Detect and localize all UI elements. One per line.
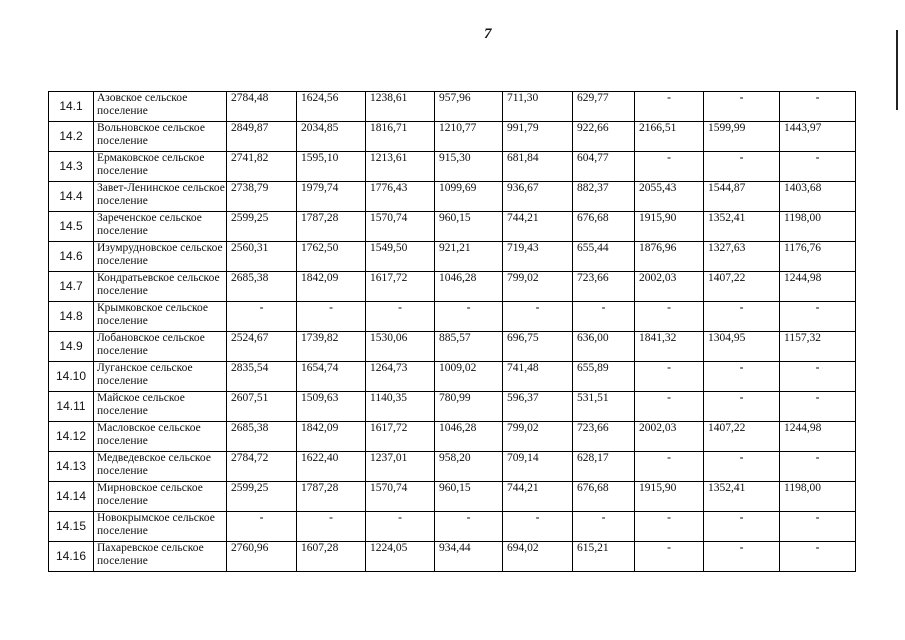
value-cell: 1624,56 (297, 92, 366, 122)
value-cell: 936,67 (503, 182, 573, 212)
value-cell: - (780, 92, 856, 122)
value-cell: 1842,09 (297, 272, 366, 302)
value-cell: 2524,67 (227, 332, 297, 362)
value-cell: - (780, 392, 856, 422)
value-cell: 615,21 (573, 542, 635, 572)
table-row (49, 512, 856, 542)
table-row (49, 482, 856, 512)
value-cell: 1595,10 (297, 152, 366, 182)
value-cell: 1157,32 (780, 332, 856, 362)
table-row (49, 422, 856, 452)
value-cell: 2560,31 (227, 242, 297, 272)
value-cell: - (227, 302, 297, 332)
row-number: 14.13 (49, 452, 94, 482)
value-cell: 1544,87 (704, 182, 780, 212)
row-number: 14.10 (49, 362, 94, 392)
value-cell: 2599,25 (227, 482, 297, 512)
value-cell: 636,00 (573, 332, 635, 362)
value-cell: 2607,51 (227, 392, 297, 422)
value-cell: 696,75 (503, 332, 573, 362)
value-cell: 885,57 (435, 332, 503, 362)
value-cell: 1762,50 (297, 242, 366, 272)
value-cell: 681,84 (503, 152, 573, 182)
settlement-name: Крымковское сельское поселение (94, 302, 227, 332)
row-number: 14.6 (49, 242, 94, 272)
value-cell: 676,68 (573, 212, 635, 242)
table-row (49, 242, 856, 272)
settlement-name: Завет-Ленинское сельское поселение (94, 182, 227, 212)
value-cell: - (635, 362, 704, 392)
table-row (49, 92, 856, 122)
value-cell: 1099,69 (435, 182, 503, 212)
value-cell: 2738,79 (227, 182, 297, 212)
value-cell: - (573, 512, 635, 542)
value-cell: 1009,02 (435, 362, 503, 392)
value-cell: 1198,00 (780, 212, 856, 242)
settlement-name: Пахаревское сельское поселение (94, 542, 227, 572)
value-cell: - (366, 302, 435, 332)
settlement-name: Лобановское сельское поселение (94, 332, 227, 362)
value-cell: - (704, 512, 780, 542)
row-number: 14.11 (49, 392, 94, 422)
value-cell: 1739,82 (297, 332, 366, 362)
settlement-name: Мирновское сельское поселение (94, 482, 227, 512)
value-cell: 744,21 (503, 212, 573, 242)
value-cell: - (435, 512, 503, 542)
value-cell: 934,44 (435, 542, 503, 572)
value-cell: 723,66 (573, 422, 635, 452)
value-cell: 1407,22 (704, 272, 780, 302)
value-cell: 2835,54 (227, 362, 297, 392)
table-row (49, 182, 856, 212)
value-cell: 2055,43 (635, 182, 704, 212)
value-cell: 694,02 (503, 542, 573, 572)
value-cell: 1776,43 (366, 182, 435, 212)
value-cell: 1244,98 (780, 422, 856, 452)
value-cell: 957,96 (435, 92, 503, 122)
table-row (49, 212, 856, 242)
value-cell: 1327,63 (704, 242, 780, 272)
value-cell: 1046,28 (435, 272, 503, 302)
value-cell: 1403,68 (780, 182, 856, 212)
row-number: 14.14 (49, 482, 94, 512)
value-cell: 655,44 (573, 242, 635, 272)
value-cell: 596,37 (503, 392, 573, 422)
value-cell: 1915,90 (635, 212, 704, 242)
value-cell: 1570,74 (366, 482, 435, 512)
value-cell: 1213,61 (366, 152, 435, 182)
value-cell: 709,14 (503, 452, 573, 482)
value-cell: - (635, 452, 704, 482)
table-row (49, 302, 856, 332)
row-number: 14.15 (49, 512, 94, 542)
table-row (49, 452, 856, 482)
value-cell: 655,89 (573, 362, 635, 392)
value-cell: 1509,63 (297, 392, 366, 422)
value-cell: 1238,61 (366, 92, 435, 122)
row-number: 14.7 (49, 272, 94, 302)
value-cell: 2784,72 (227, 452, 297, 482)
table-row (49, 392, 856, 422)
value-cell: 741,48 (503, 362, 573, 392)
row-number: 14.4 (49, 182, 94, 212)
value-cell: - (635, 512, 704, 542)
value-cell: 958,20 (435, 452, 503, 482)
row-number: 14.9 (49, 332, 94, 362)
row-number: 14.2 (49, 122, 94, 152)
value-cell: - (635, 542, 704, 572)
value-cell: - (297, 512, 366, 542)
value-cell: 799,02 (503, 422, 573, 452)
value-cell: - (635, 302, 704, 332)
value-cell: 1842,09 (297, 422, 366, 452)
value-cell: 780,99 (435, 392, 503, 422)
value-cell: 1816,71 (366, 122, 435, 152)
value-cell: 629,77 (573, 92, 635, 122)
value-cell: 921,21 (435, 242, 503, 272)
value-cell: 1979,74 (297, 182, 366, 212)
value-cell: 1046,28 (435, 422, 503, 452)
value-cell: 922,66 (573, 122, 635, 152)
settlement-name: Майское сельское поселение (94, 392, 227, 422)
value-cell: 1237,01 (366, 452, 435, 482)
value-cell: 1304,95 (704, 332, 780, 362)
table-row (49, 542, 856, 572)
value-cell: 915,30 (435, 152, 503, 182)
value-cell: 2166,51 (635, 122, 704, 152)
value-cell: - (780, 152, 856, 182)
value-cell: 960,15 (435, 482, 503, 512)
value-cell: - (635, 92, 704, 122)
value-cell: - (780, 452, 856, 482)
settlement-name: Медведевское сельское поселение (94, 452, 227, 482)
value-cell: 1617,72 (366, 422, 435, 452)
value-cell: 531,51 (573, 392, 635, 422)
value-cell: - (704, 152, 780, 182)
row-number: 14.1 (49, 92, 94, 122)
page-number: 7 (484, 26, 492, 42)
row-number: 14.16 (49, 542, 94, 572)
tariff-table (48, 91, 856, 572)
value-cell: 1176,76 (780, 242, 856, 272)
value-cell: 1210,77 (435, 122, 503, 152)
row-number: 14.5 (49, 212, 94, 242)
value-cell: - (635, 152, 704, 182)
value-cell: 723,66 (573, 272, 635, 302)
value-cell: - (704, 392, 780, 422)
value-cell: 1407,22 (704, 422, 780, 452)
page-edge-rule (896, 30, 898, 110)
value-cell: 2002,03 (635, 422, 704, 452)
value-cell: 1530,06 (366, 332, 435, 362)
value-cell: 1570,74 (366, 212, 435, 242)
value-cell: 1352,41 (704, 482, 780, 512)
value-cell: 711,30 (503, 92, 573, 122)
value-cell: 604,77 (573, 152, 635, 182)
value-cell: 1607,28 (297, 542, 366, 572)
value-cell: 676,68 (573, 482, 635, 512)
value-cell: 2741,82 (227, 152, 297, 182)
value-cell: 1915,90 (635, 482, 704, 512)
value-cell: 1654,74 (297, 362, 366, 392)
value-cell: 1622,40 (297, 452, 366, 482)
settlement-name: Кондратьевское сельское поселение (94, 272, 227, 302)
value-cell: - (780, 302, 856, 332)
value-cell: - (704, 362, 780, 392)
value-cell: 1443,97 (780, 122, 856, 152)
value-cell: - (704, 302, 780, 332)
value-cell: - (704, 542, 780, 572)
value-cell: - (704, 92, 780, 122)
table-row (49, 272, 856, 302)
value-cell: - (780, 362, 856, 392)
table-row (49, 122, 856, 152)
table-row (49, 332, 856, 362)
value-cell: 1140,35 (366, 392, 435, 422)
value-cell: 2784,48 (227, 92, 297, 122)
settlement-name: Ермаковское сельское поселение (94, 152, 227, 182)
row-number: 14.3 (49, 152, 94, 182)
row-number: 14.12 (49, 422, 94, 452)
settlement-name: Новокрымское сельское поселение (94, 512, 227, 542)
settlement-name: Изумрудновское сельское поселение (94, 242, 227, 272)
value-cell: - (704, 452, 780, 482)
value-cell: - (503, 302, 573, 332)
value-cell: - (780, 512, 856, 542)
value-cell: 1352,41 (704, 212, 780, 242)
value-cell: - (503, 512, 573, 542)
value-cell: 2002,03 (635, 272, 704, 302)
value-cell: 1876,96 (635, 242, 704, 272)
value-cell: 991,79 (503, 122, 573, 152)
value-cell: 1787,28 (297, 212, 366, 242)
value-cell: 2034,85 (297, 122, 366, 152)
value-cell: - (573, 302, 635, 332)
settlement-name: Луганское сельское поселение (94, 362, 227, 392)
value-cell: 2599,25 (227, 212, 297, 242)
value-cell: 799,02 (503, 272, 573, 302)
value-cell: 1599,99 (704, 122, 780, 152)
value-cell: 1198,00 (780, 482, 856, 512)
value-cell: 2685,38 (227, 422, 297, 452)
settlement-name: Зареченское сельское поселение (94, 212, 227, 242)
value-cell: 1224,05 (366, 542, 435, 572)
value-cell: - (366, 512, 435, 542)
value-cell: 960,15 (435, 212, 503, 242)
value-cell: 2849,87 (227, 122, 297, 152)
value-cell: 1787,28 (297, 482, 366, 512)
value-cell: 1617,72 (366, 272, 435, 302)
value-cell: 719,43 (503, 242, 573, 272)
value-cell: 1841,32 (635, 332, 704, 362)
value-cell: 2685,38 (227, 272, 297, 302)
value-cell: 1549,50 (366, 242, 435, 272)
table-body (49, 92, 856, 572)
value-cell: 1244,98 (780, 272, 856, 302)
settlement-name: Вольновское сельское поселение (94, 122, 227, 152)
value-cell: - (635, 392, 704, 422)
settlement-name: Масловское сельское поселение (94, 422, 227, 452)
value-cell: - (780, 542, 856, 572)
value-cell: 882,37 (573, 182, 635, 212)
value-cell: 2760,96 (227, 542, 297, 572)
value-cell: 1264,73 (366, 362, 435, 392)
value-cell: 744,21 (503, 482, 573, 512)
row-number: 14.8 (49, 302, 94, 332)
value-cell: - (435, 302, 503, 332)
value-cell: 628,17 (573, 452, 635, 482)
table-row (49, 362, 856, 392)
settlement-name: Азовское сельское поселение (94, 92, 227, 122)
value-cell: - (227, 512, 297, 542)
table-row (49, 152, 856, 182)
value-cell: - (297, 302, 366, 332)
